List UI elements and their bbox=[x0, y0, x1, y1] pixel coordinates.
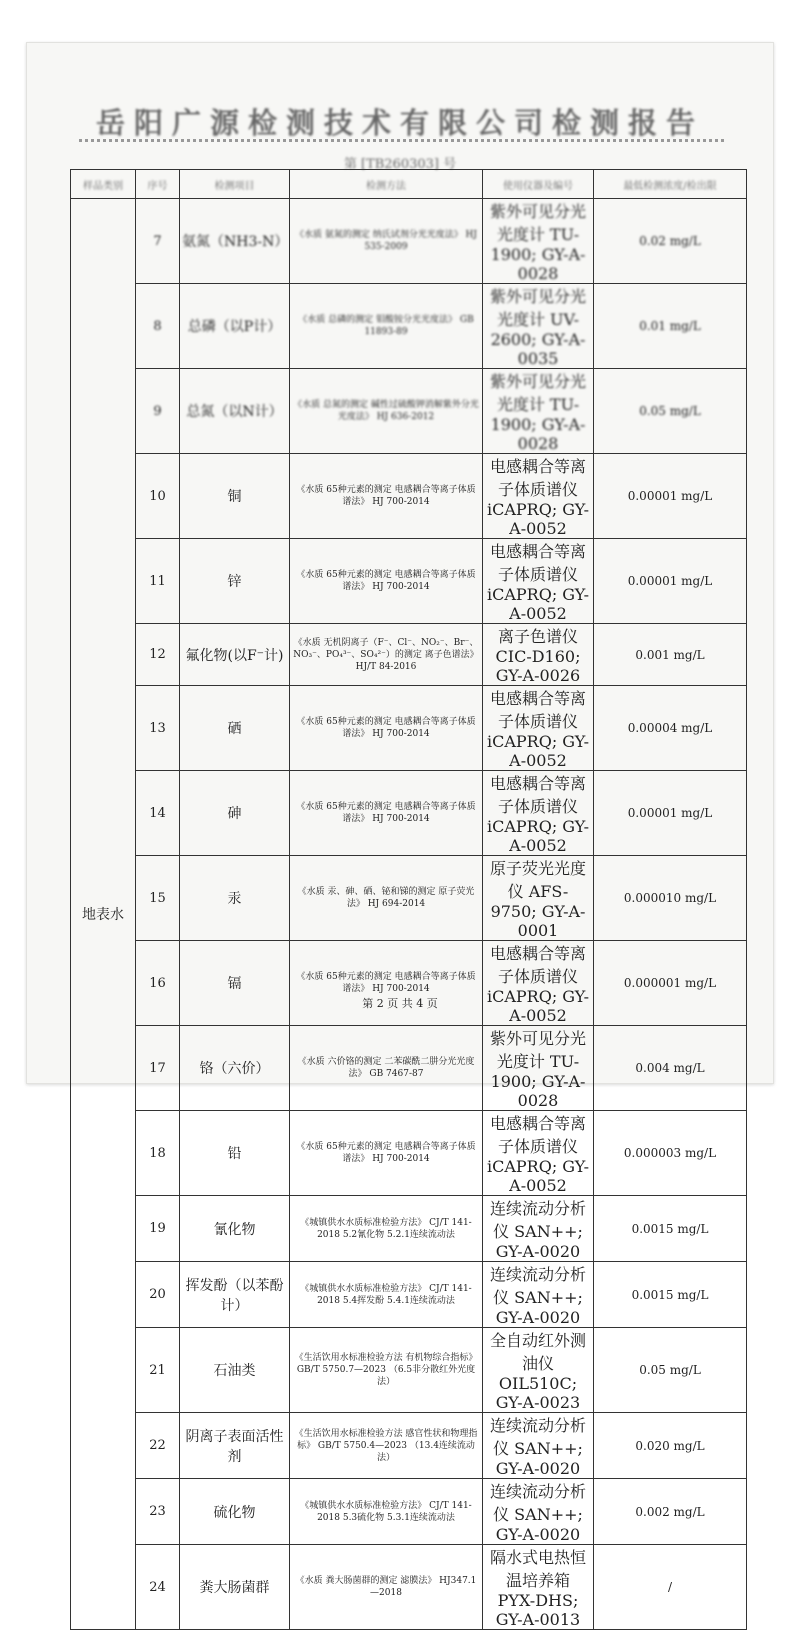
test-method: 《水质 总氮的测定 碱性过硫酸钾消解紫外分光光度法》 HJ 636-2012 bbox=[290, 369, 483, 454]
table-row bbox=[71, 284, 747, 369]
instrument: 电感耦合等离子体质谱仪iCAPRQ; GY-A-0052 bbox=[483, 539, 594, 624]
row-number: 14 bbox=[136, 771, 180, 856]
row-number: 10 bbox=[136, 454, 180, 539]
instrument: 全自动红外测油仪 OIL510C; GY-A-0023 bbox=[483, 1328, 594, 1413]
test-item: 硫化物 bbox=[180, 1479, 290, 1545]
table-row bbox=[71, 1413, 747, 1479]
instrument: 连续流动分析仪 SAN++; GY-A-0020 bbox=[483, 1262, 594, 1328]
row-number: 8 bbox=[136, 284, 180, 369]
detection-limit: 0.001 mg/L bbox=[594, 624, 747, 686]
row-number: 17 bbox=[136, 1026, 180, 1111]
detection-limit: 0.00001 mg/L bbox=[594, 771, 747, 856]
row-number: 11 bbox=[136, 539, 180, 624]
table-row bbox=[71, 856, 747, 941]
row-number: 7 bbox=[136, 199, 180, 284]
test-item: 粪大肠菌群 bbox=[180, 1545, 290, 1630]
test-method: 《城镇供水水质标准检验方法》 CJ/T 141-2018 5.2氰化物 5.2.1连续流动法 bbox=[290, 1196, 483, 1262]
detection-limit: 0.0015 mg/L bbox=[594, 1196, 747, 1262]
test-method: 《城镇供水水质标准检验方法》 CJ/T 141-2018 5.4挥发酚 5.4.1连续流动法 bbox=[290, 1262, 483, 1328]
test-method: 《城镇供水水质标准检验方法》 CJ/T 141-2018 5.3硫化物 5.3.1连续流动法 bbox=[290, 1479, 483, 1545]
detection-limit: 0.020 mg/L bbox=[594, 1413, 747, 1479]
test-method: 《水质 65种元素的测定 电感耦合等离子体质谱法》 HJ 700-2014 bbox=[290, 771, 483, 856]
test-item: 氟化物(以F⁻计) bbox=[180, 624, 290, 686]
test-item: 汞 bbox=[180, 856, 290, 941]
table-row bbox=[71, 199, 747, 284]
instrument: 离子色谱仪 CIC-D160; GY-A-0026 bbox=[483, 624, 594, 686]
column-header: 序号 bbox=[136, 170, 180, 199]
detection-limit: / bbox=[594, 1545, 747, 1630]
test-item: 镉 bbox=[180, 941, 290, 1026]
row-number: 16 bbox=[136, 941, 180, 1026]
seal-stamp-fragment bbox=[789, 500, 793, 660]
instrument: 电感耦合等离子体质谱仪iCAPRQ; GY-A-0052 bbox=[483, 686, 594, 771]
test-item: 总氮（以N计） bbox=[180, 369, 290, 454]
instrument: 电感耦合等离子体质谱仪iCAPRQ; GY-A-0052 bbox=[483, 454, 594, 539]
test-item: 石油类 bbox=[180, 1328, 290, 1413]
test-method: 《水质 六价铬的测定 二苯碳酰二肼分光光度法》 GB 7467-87 bbox=[290, 1026, 483, 1111]
test-method: 《水质 汞、砷、硒、铋和锑的测定 原子荧光法》 HJ 694-2014 bbox=[290, 856, 483, 941]
detection-limit: 0.02 mg/L bbox=[594, 199, 747, 284]
column-header: 样品类别 bbox=[71, 170, 136, 199]
table-row bbox=[71, 941, 747, 1026]
detection-limit: 0.00004 mg/L bbox=[594, 686, 747, 771]
row-number: 18 bbox=[136, 1111, 180, 1196]
detection-limit: 0.0015 mg/L bbox=[594, 1262, 747, 1328]
instrument: 连续流动分析仪 SAN++; GY-A-0020 bbox=[483, 1196, 594, 1262]
test-item: 铜 bbox=[180, 454, 290, 539]
table-body bbox=[71, 199, 747, 1630]
results-table bbox=[70, 169, 747, 1630]
test-item: 氰化物 bbox=[180, 1196, 290, 1262]
test-method: 《生活饮用水标准检验方法 感官性状和物理指标》 GB/T 5750.4—2023 （13.4连续流动法） bbox=[290, 1413, 483, 1479]
instrument: 电感耦合等离子体质谱仪iCAPRQ; GY-A-0052 bbox=[483, 941, 594, 1026]
table-row bbox=[71, 539, 747, 624]
instrument: 电感耦合等离子体质谱仪iCAPRQ; GY-A-0052 bbox=[483, 1111, 594, 1196]
instrument: 连续流动分析仪 SAN++; GY-A-0020 bbox=[483, 1413, 594, 1479]
table-row bbox=[71, 624, 747, 686]
detection-limit: 0.01 mg/L bbox=[594, 284, 747, 369]
detection-limit: 0.05 mg/L bbox=[594, 1328, 747, 1413]
detection-limit: 0.05 mg/L bbox=[594, 369, 747, 454]
column-header: 检测方法 bbox=[290, 170, 483, 199]
row-number: 21 bbox=[136, 1328, 180, 1413]
instrument: 紫外可见分光光度计 TU-1900; GY-A-0028 bbox=[483, 199, 594, 284]
test-method: 《水质 65种元素的测定 电感耦合等离子体质谱法》 HJ 700-2014 bbox=[290, 686, 483, 771]
table-row bbox=[71, 1479, 747, 1545]
table-row bbox=[71, 369, 747, 454]
test-method: 《水质 65种元素的测定 电感耦合等离子体质谱法》 HJ 700-2014 bbox=[290, 941, 483, 1026]
test-method: 《水质 65种元素的测定 电感耦合等离子体质谱法》 HJ 700-2014 bbox=[290, 539, 483, 624]
table-row bbox=[71, 1111, 747, 1196]
row-number: 20 bbox=[136, 1262, 180, 1328]
column-header: 检测项目 bbox=[180, 170, 290, 199]
instrument: 原子荧光光度仪 AFS-9750; GY-A-0001 bbox=[483, 856, 594, 941]
row-number: 19 bbox=[136, 1196, 180, 1262]
table-row bbox=[71, 1196, 747, 1262]
detection-limit: 0.000010 mg/L bbox=[594, 856, 747, 941]
test-item: 氨氮（NH3-N） bbox=[180, 199, 290, 284]
detection-limit: 0.002 mg/L bbox=[594, 1479, 747, 1545]
table-row bbox=[71, 1026, 747, 1111]
table-header-row bbox=[71, 170, 747, 199]
row-number: 23 bbox=[136, 1479, 180, 1545]
table-row bbox=[71, 771, 747, 856]
row-number: 9 bbox=[136, 369, 180, 454]
report-number: 第 [TB260303] 号 bbox=[343, 157, 457, 172]
test-item: 挥发酚（以苯酚计） bbox=[180, 1262, 290, 1328]
test-method: 《生活饮用水标准检验方法 有机物综合指标》 GB/T 5750.7—2023 （6.5非分散红外光度法） bbox=[290, 1328, 483, 1413]
test-item: 总磷（以P计） bbox=[180, 284, 290, 369]
column-header: 最低检测浓度/检出限 bbox=[594, 170, 747, 199]
row-number: 12 bbox=[136, 624, 180, 686]
test-method: 《水质 无机阴离子（F⁻、Cl⁻、NO₂⁻、Br⁻、NO₃⁻、PO₄³⁻、SO₄²⁻）的测定 离子色谱法》 HJ/T 84-2016 bbox=[290, 624, 483, 686]
row-number: 13 bbox=[136, 686, 180, 771]
instrument: 连续流动分析仪 SAN++; GY-A-0020 bbox=[483, 1479, 594, 1545]
instrument: 紫外可见分光光度计 TU-1900; GY-A-0028 bbox=[483, 1026, 594, 1111]
test-method: 《水质 65种元素的测定 电感耦合等离子体质谱法》 HJ 700-2014 bbox=[290, 1111, 483, 1196]
test-item: 砷 bbox=[180, 771, 290, 856]
detection-limit: 0.000003 mg/L bbox=[594, 1111, 747, 1196]
test-item: 阴离子表面活性剂 bbox=[180, 1413, 290, 1479]
test-item: 硒 bbox=[180, 686, 290, 771]
row-number: 24 bbox=[136, 1545, 180, 1630]
table-row bbox=[71, 1545, 747, 1630]
test-method: 《水质 65种元素的测定 电感耦合等离子体质谱法》 HJ 700-2014 bbox=[290, 454, 483, 539]
instrument: 紫外可见分光光度计 TU-1900; GY-A-0028 bbox=[483, 369, 594, 454]
test-item: 铬（六价） bbox=[180, 1026, 290, 1111]
instrument: 紫外可见分光光度计 UV-2600; GY-A-0035 bbox=[483, 284, 594, 369]
test-item: 锌 bbox=[180, 539, 290, 624]
instrument: 隔水式电热恒温培养箱 PYX-DHS; GY-A-0013 bbox=[483, 1545, 594, 1630]
detection-limit: 0.00001 mg/L bbox=[594, 539, 747, 624]
test-method: 《水质 粪大肠菌群的测定 滤膜法》 HJ347.1—2018 bbox=[290, 1545, 483, 1630]
column-header: 使用仪器及编号 bbox=[483, 170, 594, 199]
report-page bbox=[26, 42, 774, 1629]
sample-category: 地表水 bbox=[71, 199, 136, 1630]
company-title: 岳阳广源检测技术有限公司检测报告 bbox=[95, 106, 704, 140]
row-number: 22 bbox=[136, 1413, 180, 1479]
detection-limit: 0.004 mg/L bbox=[594, 1026, 747, 1111]
page-number: 第 2 页 共 4 页 bbox=[362, 997, 438, 1010]
row-number: 15 bbox=[136, 856, 180, 941]
table-row bbox=[71, 1262, 747, 1328]
detection-limit: 0.00001 mg/L bbox=[594, 454, 747, 539]
title-divider bbox=[79, 139, 724, 148]
test-method: 《水质 总磷的测定 钼酸铵分光光度法》 GB 11893-89 bbox=[290, 284, 483, 369]
instrument: 电感耦合等离子体质谱仪iCAPRQ; GY-A-0052 bbox=[483, 771, 594, 856]
test-item: 铅 bbox=[180, 1111, 290, 1196]
table-row bbox=[71, 454, 747, 539]
detection-limit: 0.000001 mg/L bbox=[594, 941, 747, 1026]
test-method: 《水质 氨氮的测定 纳氏试剂分光光度法》 HJ 535-2009 bbox=[290, 199, 483, 284]
table-row bbox=[71, 686, 747, 771]
table-row bbox=[71, 1328, 747, 1413]
